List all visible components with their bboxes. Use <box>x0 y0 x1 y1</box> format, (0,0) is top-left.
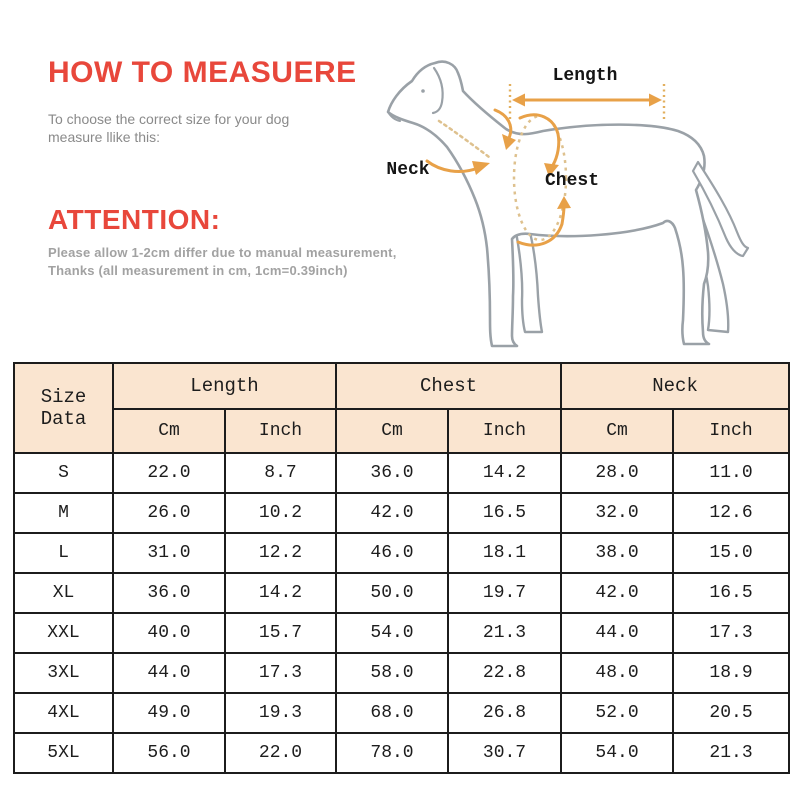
value-cell: 48.0 <box>561 653 673 693</box>
dog-measurement-diagram <box>368 28 800 360</box>
page-title: HOW TO MEASUERE <box>48 56 357 89</box>
neck-label: Neck <box>386 160 430 180</box>
value-cell: 20.5 <box>673 693 789 733</box>
value-cell: 18.1 <box>448 533 561 573</box>
unit-header-chest-inch: Inch <box>448 409 561 453</box>
unit-header-length-inch: Inch <box>225 409 336 453</box>
value-cell: 56.0 <box>113 733 225 773</box>
value-cell: 19.7 <box>448 573 561 613</box>
value-cell: 30.7 <box>448 733 561 773</box>
value-cell: 21.3 <box>448 613 561 653</box>
table-row <box>14 693 789 733</box>
chest-label: Chest <box>544 171 600 191</box>
value-cell: 36.0 <box>113 573 225 613</box>
intro-section <box>48 58 388 146</box>
table-row <box>14 613 789 653</box>
value-cell: 22.8 <box>448 653 561 693</box>
table-row <box>14 533 789 573</box>
unit-header-neck-inch: Inch <box>673 409 789 453</box>
value-cell: 32.0 <box>561 493 673 533</box>
value-cell: 31.0 <box>113 533 225 573</box>
value-cell: 49.0 <box>113 693 225 733</box>
table-row <box>14 733 789 773</box>
value-cell: 21.3 <box>673 733 789 773</box>
size-cell: S <box>14 453 113 493</box>
value-cell: 44.0 <box>561 613 673 653</box>
attention-title: ATTENTION: <box>48 204 221 235</box>
length-label: Length <box>552 66 618 86</box>
value-cell: 16.5 <box>673 573 789 613</box>
dog-diagram-svg <box>368 28 800 360</box>
value-cell: 14.2 <box>448 453 561 493</box>
value-cell: 54.0 <box>561 733 673 773</box>
unit-header-chest-cm: Cm <box>336 409 448 453</box>
size-cell: XL <box>14 573 113 613</box>
length-arrow-left-head <box>512 94 525 107</box>
value-cell: 46.0 <box>336 533 448 573</box>
attention-line-1: Please allow 1-2cm differ due to manual measurement, <box>48 245 397 260</box>
value-cell: 44.0 <box>113 653 225 693</box>
size-cell: 5XL <box>14 733 113 773</box>
value-cell: 10.2 <box>225 493 336 533</box>
corner-size-data-cell: Size Data <box>14 363 113 453</box>
table-row <box>14 653 789 693</box>
size-cell: XXL <box>14 613 113 653</box>
table-row <box>14 493 789 533</box>
value-cell: 38.0 <box>561 533 673 573</box>
value-cell: 26.0 <box>113 493 225 533</box>
value-cell: 17.3 <box>225 653 336 693</box>
value-cell: 12.6 <box>673 493 789 533</box>
value-cell: 28.0 <box>561 453 673 493</box>
size-cell: L <box>14 533 113 573</box>
value-cell: 54.0 <box>336 613 448 653</box>
value-cell: 40.0 <box>113 613 225 653</box>
group-header-length: Length <box>113 363 336 409</box>
value-cell: 18.9 <box>673 653 789 693</box>
length-arrow-right-head <box>649 94 662 107</box>
subtitle-line-1: To choose the correct size for your dog <box>48 111 290 127</box>
value-cell: 26.8 <box>448 693 561 733</box>
value-cell: 15.0 <box>673 533 789 573</box>
value-cell: 17.3 <box>673 613 789 653</box>
value-cell: 16.5 <box>448 493 561 533</box>
table-group-header-row <box>14 363 789 409</box>
table-unit-header-row <box>14 409 789 453</box>
value-cell: 50.0 <box>336 573 448 613</box>
table-row <box>14 573 789 613</box>
attention-line-2: Thanks (all measurement in cm, 1cm=0.39inch) <box>48 263 348 278</box>
table-row <box>14 453 789 493</box>
dog-outline <box>388 62 709 346</box>
value-cell: 22.0 <box>113 453 225 493</box>
intro-subtitle <box>48 110 388 146</box>
value-cell: 8.7 <box>225 453 336 493</box>
unit-header-neck-cm: Cm <box>561 409 673 453</box>
value-cell: 42.0 <box>336 493 448 533</box>
value-cell: 68.0 <box>336 693 448 733</box>
group-header-neck: Neck <box>561 363 789 409</box>
value-cell: 58.0 <box>336 653 448 693</box>
value-cell: 36.0 <box>336 453 448 493</box>
value-cell: 42.0 <box>561 573 673 613</box>
size-cell: 3XL <box>14 653 113 693</box>
value-cell: 19.3 <box>225 693 336 733</box>
value-cell: 12.2 <box>225 533 336 573</box>
value-cell: 11.0 <box>673 453 789 493</box>
value-cell: 52.0 <box>561 693 673 733</box>
subtitle-line-2: measure llike this: <box>48 129 161 145</box>
value-cell: 22.0 <box>225 733 336 773</box>
size-cell: 4XL <box>14 693 113 733</box>
size-chart-table <box>13 362 790 774</box>
size-cell: M <box>14 493 113 533</box>
unit-header-length-cm: Cm <box>113 409 225 453</box>
dog-eye <box>421 89 425 93</box>
value-cell: 15.7 <box>225 613 336 653</box>
value-cell: 78.0 <box>336 733 448 773</box>
group-header-chest: Chest <box>336 363 561 409</box>
value-cell: 14.2 <box>225 573 336 613</box>
